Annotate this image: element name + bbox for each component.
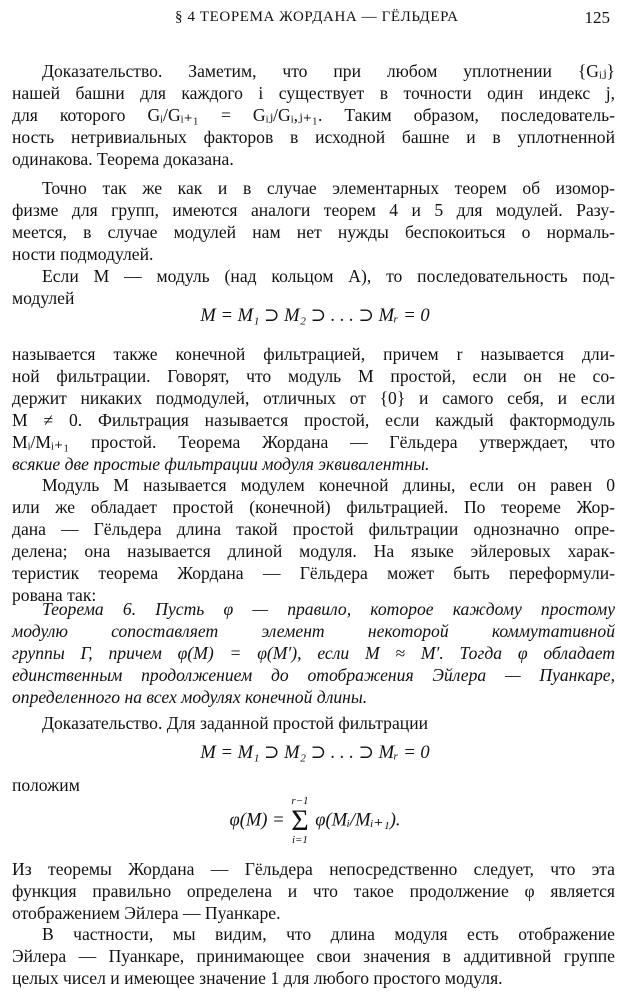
- paragraph-length-euler: [12, 923, 615, 989]
- text-line: или же обладает простой (конечной) фильтрацией. По теореме Жор-: [12, 497, 615, 517]
- paragraph-consequence: [12, 858, 615, 924]
- sum-upper-limit: r−1: [291, 795, 309, 807]
- text-line: Mᵢ/Mᵢ₊₁ простой. Теорема Жордана — Гёльдера утверждает, что: [12, 432, 615, 452]
- text-line: Из теоремы Жордана — Гёльдера непосредственно следует, что эта: [12, 859, 615, 879]
- text-line: держит никаких подмодулей, отличных от {0} и самого себя, и если: [12, 388, 615, 408]
- text-line: для которого Gᵢ/Gᵢ₊₁ = Gᵢⱼ/Gᵢ,ⱼ₊₁. Таким образом, последователь-: [12, 105, 615, 125]
- proof-paragraph-2: [12, 712, 615, 734]
- text-line: дана — Гёльдера длина такой простой фильтрации однозначно опре-: [12, 519, 615, 539]
- text-line: целых чисел и имеющее значение 1 для любого простого модуля.: [12, 968, 503, 988]
- text-line: называется также конечной фильтрацией, причем r называется дли-: [12, 344, 615, 364]
- paragraph-put: [12, 774, 615, 796]
- text-line: модулей: [12, 288, 75, 308]
- text-line: отображением Эйлера — Пуанкаре.: [12, 903, 281, 923]
- text-line: физме для групп, имеются аналоги теорем 4 и 5 для модулей. Разу-: [12, 200, 615, 220]
- paragraph-analogues: [12, 177, 615, 265]
- text-line: модулю сопоставляет элемент некоторой коммутативной: [12, 621, 615, 641]
- sigma-symbol: Σ: [291, 804, 309, 837]
- text-line: Точно так же как и в случае элементарных теорем об изомор-: [42, 178, 615, 198]
- text-line: одинакова. Теорема доказана.: [12, 149, 234, 169]
- text-line: функция правильно определена и что такое продолжение φ является: [12, 881, 615, 901]
- text-line: делена; она называется длиной модуля. На языке эйлеровых харак-: [12, 541, 615, 561]
- proof-paragraph-1: [12, 60, 615, 170]
- paragraph-finite-length: [12, 474, 615, 606]
- text-line: Доказательство. Заметим, что при любом уплотнении {Gᵢⱼ}: [42, 61, 615, 81]
- text-line: Теорема 6. Пусть φ — правило, которое каждому простому: [42, 599, 615, 619]
- text-line: В частности, мы видим, что длина модуля есть отображение: [42, 924, 615, 944]
- text-line: Эйлера — Пуанкаре, принимающее свои значения в аддитивной группе: [12, 946, 615, 966]
- text-line: положим: [12, 775, 80, 795]
- text-line: Если M — модуль (над кольцом A), то последовательность под-: [42, 266, 615, 286]
- text-line: рована так:: [12, 585, 97, 605]
- paragraph-definitions: [12, 343, 615, 475]
- paragraph-filtration-intro: [12, 265, 615, 309]
- text-line: ность нетривиальных факторов в исходной башне и в уплотненной: [12, 127, 615, 147]
- text-line: всякие две простые фильтрации модуля эквивалентны.: [12, 454, 430, 474]
- text-line: Доказательство. Для заданной простой фильтрации: [42, 713, 429, 733]
- summation-sign: [291, 796, 308, 846]
- formula-euler-sum: [0, 796, 630, 846]
- text-line: ной фильтрации. Говорят, что модуль M простой, если он не со-: [12, 366, 615, 386]
- formula-rhs: φ(Mᵢ/Mᵢ₊₁).: [315, 810, 401, 831]
- text-line: теристик теорема Жордана — Гёльдера может быть переформули-: [12, 563, 615, 583]
- formula-filtration-1: M = M₁ ⊃ M₂ ⊃ . . . ⊃ Mᵣ = 0: [200, 306, 430, 326]
- page-number: 125: [584, 8, 610, 27]
- text-line: Модуль M называется модулем конечной длины, если он равен 0: [42, 475, 615, 495]
- text-line: группы Γ, причем φ(M) = φ(M′), если M ≈ M′. Тогда φ обладает: [12, 643, 615, 663]
- formula-lhs: φ(M) =: [229, 810, 290, 831]
- text-line: нашей башни для каждого i существует в точности один индекс j,: [12, 83, 615, 103]
- text-line: меется, в случае модулей нам нет нужды беспокоиться о нормаль-: [12, 222, 615, 242]
- text-line: единственным продолжением до отображения Эйлера — Пуанкаре,: [12, 665, 615, 685]
- running-header: [0, 9, 630, 31]
- text-line: ности подмодулей.: [12, 244, 154, 264]
- theorem-6: [12, 598, 615, 708]
- formula-filtration-2: M = M₁ ⊃ M₂ ⊃ . . . ⊃ Mᵣ = 0: [200, 743, 430, 763]
- text-line: определенного на всех модулях конечной длины.: [12, 687, 368, 707]
- sum-lower-limit: i=1: [291, 834, 308, 846]
- running-head-title: § 4 ТЕОРЕМА ЖОРДАНА — ГЁЛЬДЕРА: [175, 9, 459, 25]
- text-line: M ≠ 0. Фильтрация называется простой, если каждый фактормодуль: [12, 410, 615, 430]
